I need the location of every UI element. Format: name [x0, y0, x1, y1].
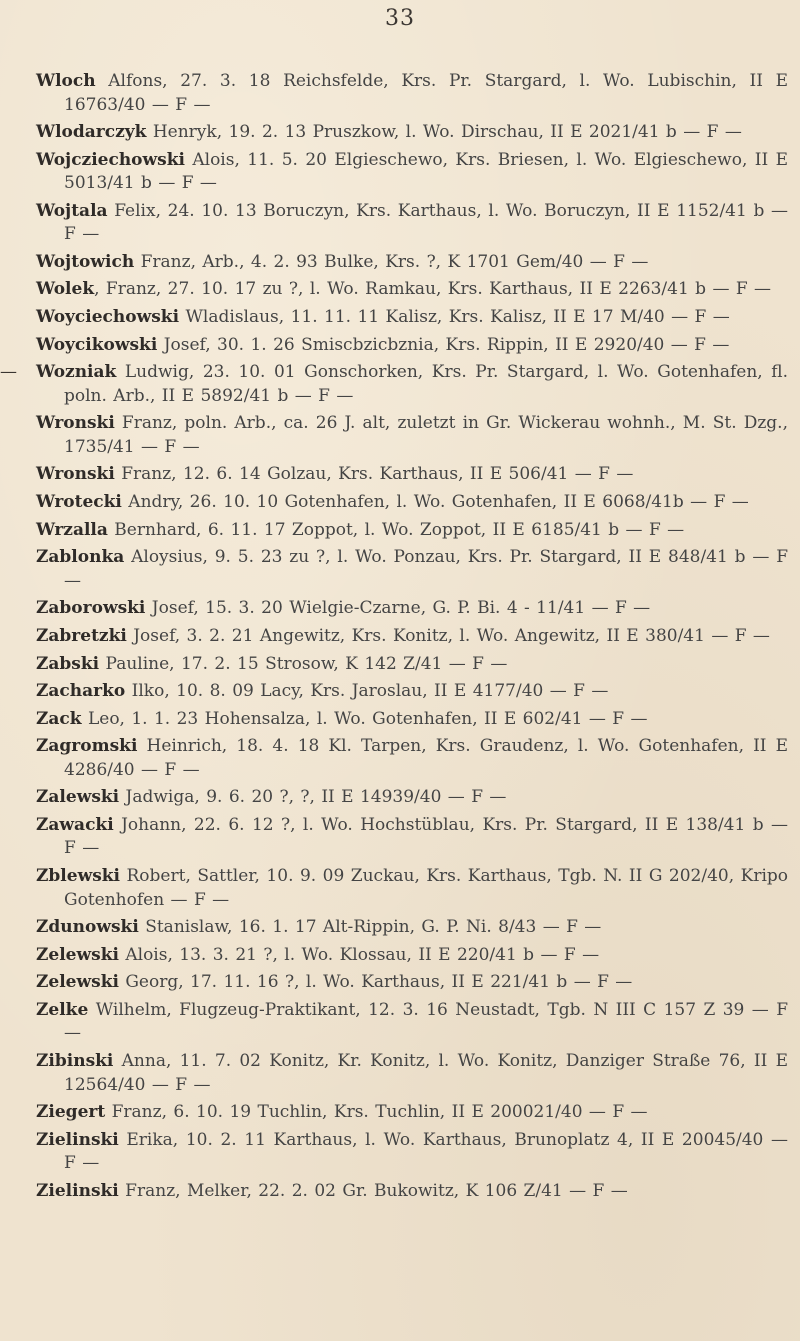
entry-surname: Zaborowski	[36, 598, 146, 619]
entry-details: Felix, 24. 10. 13 Boruczyn, Krs. Karthaus, l. Wo. Boruczyn, II E 1152/41 b — F —	[64, 200, 788, 245]
list-item	[36, 306, 788, 330]
entry-surname: Zblewski	[36, 866, 121, 887]
entry-details: Alois, 11. 5. 20 Elgieschewo, Krs. Briesen, l. Wo. Elgieschewo, II E 5013/41 b — F —	[64, 149, 788, 194]
list-item	[36, 916, 788, 940]
list-item	[36, 735, 788, 782]
list-item	[36, 278, 788, 302]
entry-details: Aloysius, 9. 5. 23 zu ?, l. Wo. Ponzau, Krs. Pr. Stargard, II E 848/41 b — F —	[64, 547, 788, 591]
entry-surname: Wronski	[36, 413, 115, 434]
list-item	[36, 625, 788, 649]
entry-surname: Wozniak	[36, 362, 117, 383]
entry-details: Johann, 22. 6. 12 ?, l. Wo. Hochstüblau, Krs. Pr. Stargard, II E 138/41 b — F —	[64, 814, 788, 859]
entry-marker: —	[0, 362, 17, 383]
list-item	[36, 814, 788, 861]
entry-surname: Wojcziechowski	[36, 149, 185, 170]
list-item	[0, 361, 788, 408]
entry-details: Anna, 11. 7. 02 Konitz, Kr. Konitz, l. Wo. Konitz, Danziger Straße 76, II E 12564/40 — F —	[64, 1051, 788, 1095]
entry-surname: Wlodarczyk	[36, 122, 147, 143]
entry-surname: Zelewski	[36, 972, 119, 993]
entry-details: Josef, 15. 3. 20 Wielgie-Czarne, G. P. Bi. 4 - 11/41 — F —	[145, 598, 651, 619]
entry-surname: Zibinski	[36, 1051, 114, 1072]
list-item	[36, 1180, 788, 1204]
entry-details: Wilhelm, Flugzeug-Praktikant, 12. 3. 16 Neustadt, Tgb. N III C 157 Z 39 — F —	[64, 999, 788, 1044]
list-item	[36, 546, 788, 593]
entry-surname: Wronski	[36, 464, 115, 485]
list-item	[36, 786, 788, 810]
entry-details: Jadwiga, 9. 6. 20 ?, ?, II E 14939/40 — F —	[119, 787, 507, 808]
list-item	[36, 1129, 788, 1176]
entry-details: Alois, 13. 3. 21 ?, l. Wo. Klossau, II E 220/41 b — F —	[118, 944, 600, 965]
entry-details: , Franz, 27. 10. 17 zu ?, l. Wo. Ramkau, Krs. Karthaus, II E 2263/41 b — F —	[94, 279, 772, 300]
list-item	[36, 653, 788, 677]
list-item	[36, 999, 788, 1046]
entry-surname: Zabretzki	[36, 625, 127, 646]
entry-surname: Zelewski	[36, 944, 119, 965]
entry-surname: Wojtala	[36, 200, 108, 221]
entry-details: Franz, 12. 6. 14 Golzau, Krs. Karthaus, II E 506/41 — F —	[114, 464, 634, 485]
list-item	[36, 708, 788, 732]
entry-surname: Zablonka	[36, 547, 125, 568]
entry-details: Ludwig, 23. 10. 01 Gonschorken, Krs. Pr. Stargard, l. Wo. Gotenhafen, fl. poln. Arb., II E 5892/41 b — F —	[64, 362, 788, 406]
list-item	[36, 251, 788, 275]
list-item	[36, 971, 788, 995]
list-item	[36, 149, 788, 196]
list-item	[36, 491, 788, 515]
entry-surname: Wrotecki	[36, 492, 122, 513]
entry-details: Ilko, 10. 8. 09 Lacy, Krs. Jaroslau, II E 4177/40 — F —	[125, 681, 609, 702]
entry-list	[0, 70, 800, 1207]
entry-surname: Zacharko	[36, 681, 126, 702]
entry-surname: Zagromski	[36, 736, 138, 757]
entry-details: Bernhard, 6. 11. 17 Zoppot, l. Wo. Zoppot, II E 6185/41 b — F —	[107, 519, 685, 540]
entry-details: Alfons, 27. 3. 18 Reichsfelde, Krs. Pr. Stargard, l. Wo. Lubischin, II E 16763/40 — F —	[64, 71, 788, 115]
entry-details: Wladislaus, 11. 11. 11 Kalisz, Krs. Kalisz, II E 17 M/40 — F —	[179, 307, 730, 328]
entry-surname: Zdunowski	[36, 917, 139, 938]
entry-surname: Zielinski	[36, 1129, 119, 1150]
list-item	[36, 121, 788, 145]
list-item	[36, 70, 788, 117]
list-item	[36, 519, 788, 543]
entry-details: Stanislaw, 16. 1. 17 Alt-Rippin, G. P. Ni. 8/43 — F —	[138, 917, 602, 938]
list-item	[36, 334, 788, 358]
list-item	[36, 1050, 788, 1097]
entry-surname: Woycikowski	[36, 334, 158, 355]
page-number: 33	[385, 6, 415, 31]
entry-surname: Wolek	[36, 279, 95, 300]
entry-details: Henryk, 19. 2. 13 Pruszkow, l. Wo. Dirschau, II E 2021/41 b — F —	[146, 122, 742, 143]
entry-details: Franz, Melker, 22. 2. 02 Gr. Bukowitz, K 106 Z/41 — F —	[118, 1180, 628, 1201]
entry-details: Andry, 26. 10. 10 Gotenhafen, l. Wo. Gotenhafen, II E 6068/41b — F —	[121, 492, 749, 513]
entry-details: Robert, Sattler, 10. 9. 09 Zuckau, Krs. Karthaus, Tgb. N. II G 202/40, Kripo Gotenhofen — F —	[64, 866, 788, 910]
list-item	[36, 680, 788, 704]
entry-details: Erika, 10. 2. 11 Karthaus, l. Wo. Karthaus, Brunoplatz 4, II E 20045/40 — F —	[64, 1129, 788, 1174]
list-item	[36, 463, 788, 487]
entry-surname: Zielinski	[36, 1180, 119, 1201]
entry-surname: Zalewski	[36, 787, 120, 808]
list-item	[36, 944, 788, 968]
entry-surname: Zawacki	[36, 814, 114, 835]
entry-surname: Wloch	[36, 71, 96, 91]
entry-details: Georg, 17. 11. 16 ?, l. Wo. Karthaus, II E 221/41 b — F —	[118, 972, 633, 993]
list-item	[36, 200, 788, 247]
entry-details: Josef, 3. 2. 21 Angewitz, Krs. Konitz, l. Wo. Angewitz, II E 380/41 — F —	[126, 625, 770, 646]
entry-surname: Woyciechowski	[36, 307, 180, 328]
entry-details: Pauline, 17. 2. 15 Strosow, K 142 Z/41 — F —	[99, 653, 508, 674]
entry-surname: Zabski	[36, 653, 100, 674]
entry-details: Franz, Arb., 4. 2. 93 Bulke, Krs. ?, K 1701 Gem/40 — F —	[134, 251, 649, 272]
entry-surname: Wojtowich	[36, 251, 135, 272]
list-item	[36, 412, 788, 459]
list-item	[36, 1101, 788, 1125]
entry-details: Heinrich, 18. 4. 18 Kl. Tarpen, Krs. Graudenz, l. Wo. Gotenhafen, II E 4286/40 — F —	[64, 736, 788, 780]
entry-surname: Wrzalla	[36, 519, 108, 540]
entry-details: Leo, 1. 1. 23 Hohensalza, l. Wo. Gotenhafen, II E 602/41 — F —	[81, 708, 648, 729]
entry-surname: Zack	[36, 708, 82, 729]
entry-surname: Ziegert	[36, 1102, 106, 1123]
entry-details: Franz, 6. 10. 19 Tuchlin, Krs. Tuchlin, II E 200021/40 — F —	[105, 1102, 648, 1123]
list-item	[36, 597, 788, 621]
list-item	[36, 865, 788, 912]
entry-surname: Zelke	[36, 999, 89, 1020]
entry-details: Josef, 30. 1. 26 Smiscbzicbznia, Krs. Rippin, II E 2920/40 — F —	[157, 334, 730, 355]
entry-details: Franz, poln. Arb., ca. 26 J. alt, zuletzt in Gr. Wickerau wohnh., M. St. Dzg., 1735/41 — F —	[64, 413, 788, 457]
